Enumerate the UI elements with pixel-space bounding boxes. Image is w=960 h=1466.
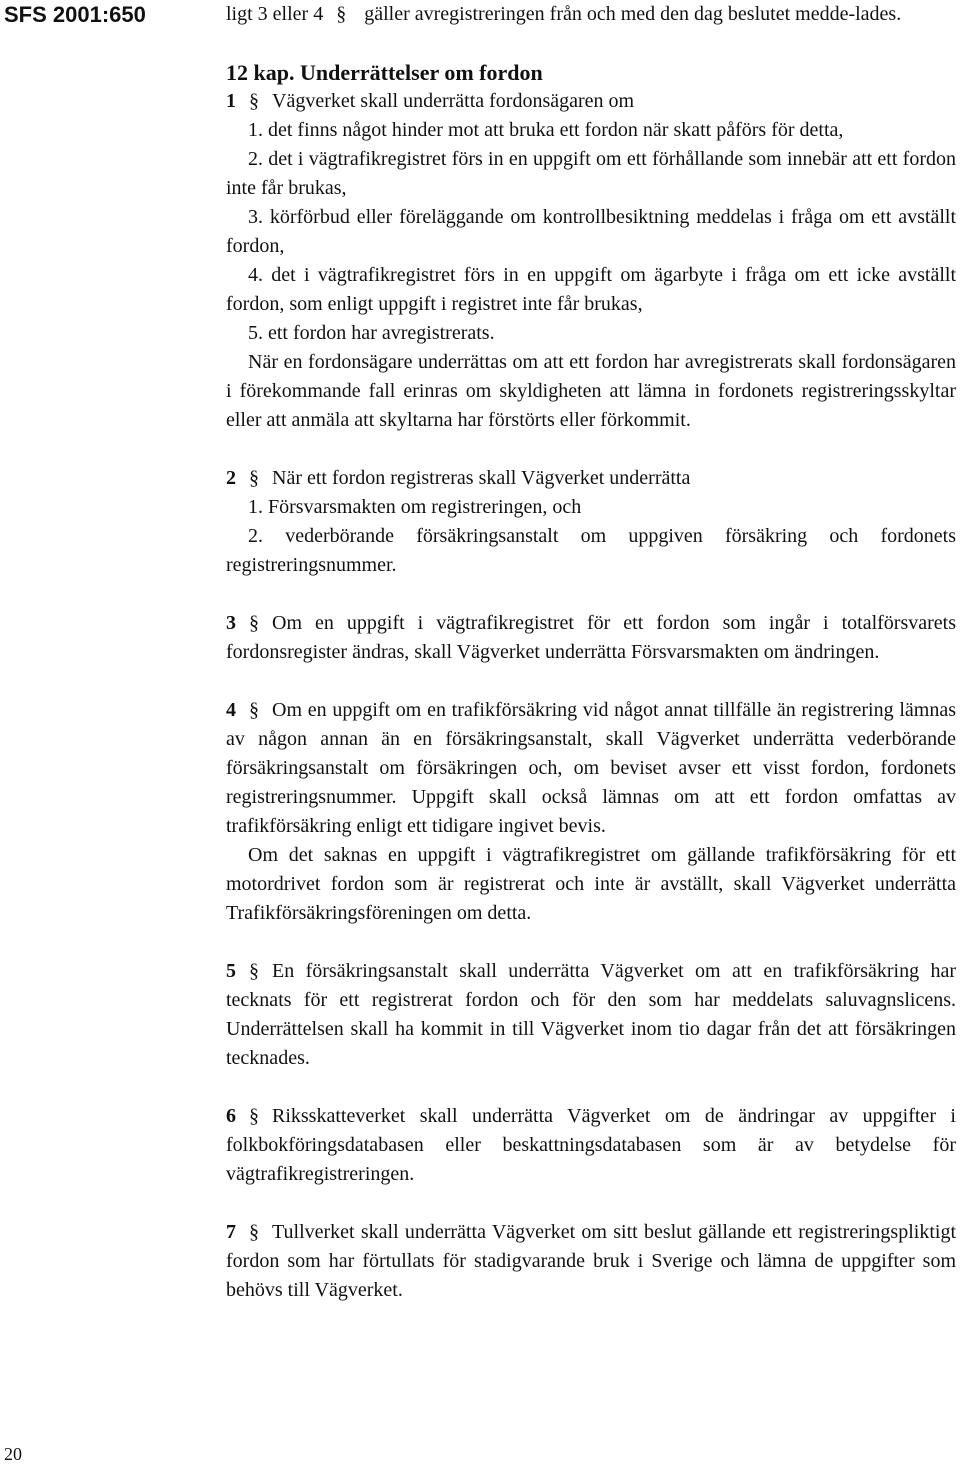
section-5: 5 § En försäkringsanstalt skall underrätta Vägverket om att en trafikförsäkring har tecknats för ett registrerat fordon och för den som har meddelats saluvagnslicens. Underrättelsen skall ha kommit in till Vägverket inom tio dagar från det att försäkringen tecknades. [226,960,956,1069]
section-1-item: 3. körförbud eller föreläggande om kontrollbesiktning meddelas i fråga om ett avställt fordon, [226,206,956,257]
section-4-paragraph: Om det saknas en uppgift i vägtrafikregistret om gällande trafikförsäkring för ett motordrivet fordon som är registrerat och inte är avställt, skall Vägverket underrätta Trafikförsäkringsföreningen om detta. [226,844,956,924]
section-1-item: 4. det i vägtrafikregistret förs in en uppgift om ägarbyte i fråga om ett icke avställt fordon, som enligt uppgift i registret inte får brukas, [226,264,956,315]
page-number: 20 [4,1444,22,1464]
section-1-item: 5. ett fordon har avregistrerats. [248,322,495,344]
section-7: 7 § Tullverket skall underrätta Vägverket om sitt beslut gällande ett registreringspliktigt fordon som har förtullats för stadigvarande bruk i Sverige och lämna de uppgifter som behövs till Vägverket. [226,1221,956,1301]
section-3: 3 § Om en uppgift i vägtrafikregistret för ett fordon som ingår i totalförsvarets fordonsregister ändras, skall Vägverket underrätta Försvarsmakten om ändringen. [226,612,956,663]
document-body [226,0,956,1305]
section-2-lead: 2 § När ett fordon registreras skall Vägverket underrätta [226,467,691,489]
section-1-lead: 1 § Vägverket skall underrätta fordonsägaren om [226,90,635,112]
section-4: 4 § Om en uppgift om en trafikförsäkring vid något annat tillfälle än registrering lämnas av någon annan än en försäkringsanstalt, skall Vägverket underrätta vederbörande försäkringsanstalt om försäkringen och, om beviset avser ett visst fordon, fordonets registreringsnummer. Uppgift skall också lämnas om att ett fordon omfattas av trafikförsäkring enligt ett tidigare ingivet bevis. [226,699,956,837]
chapter-title: 12 kap. Underrättelser om fordon [226,60,543,85]
section-1-paragraph: När en fordonsägare underrättas om att ett fordon har avregistrerats skall fordonsägaren i förekommande fall erinras om skyldigheten att lämna in fordonets registreringsskyltar eller att anmäla att skyltarna har förstörts eller förkommit. [226,351,956,431]
section-2-item: 1. Försvarsmakten om registreringen, och [248,496,582,518]
section-2-item: 2. vederbörande försäkringsanstalt om uppgiven försäkring och fordonets registreringsnummer. [226,525,956,576]
sfs-number: SFS 2001:650 [4,2,146,27]
section-1-item: 1. det finns något hinder mot att bruka ett fordon när skatt påförs för detta, [248,119,844,141]
section-6: 6 § Riksskatteverket skall underrätta Vägverket om de ändringar av uppgifter i folkbokföringsdatabasen eller beskattningsdatabasen som är av betydelse för vägtrafikregistreringen. [226,1105,956,1185]
intro-paragraph: ligt 3 eller 4 § gäller avregistreringen från och med den dag beslutet medde-lades. [226,3,902,25]
section-1-item: 2. det i vägtrafikregistret förs in en uppgift om ett förhållande som innebär att ett fordon inte får brukas, [226,148,956,199]
